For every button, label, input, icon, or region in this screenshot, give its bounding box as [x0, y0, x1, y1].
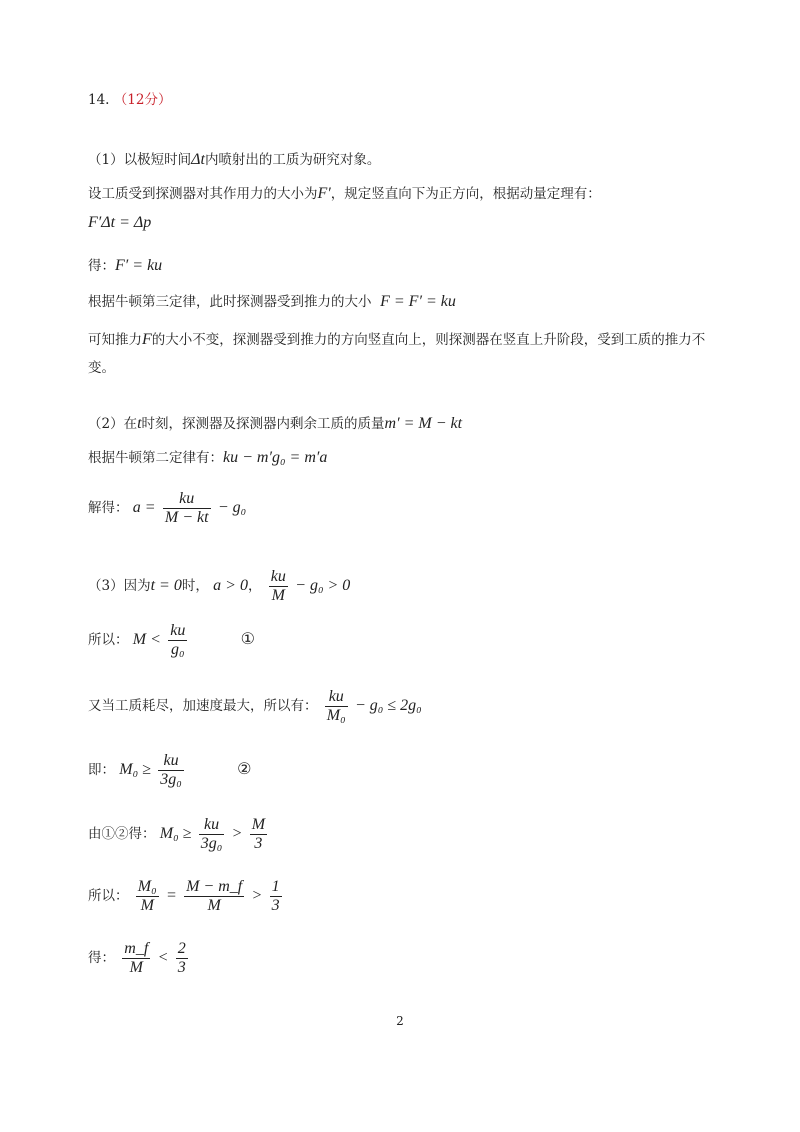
math-tail: − g₀: [217, 499, 247, 516]
numerator: M₀: [137, 878, 157, 895]
text: 所以：: [88, 888, 129, 904]
equation-thrust: F = F′ = ku: [380, 293, 456, 310]
math-f: F: [142, 331, 152, 348]
denominator: 3: [271, 897, 280, 914]
text: 变。: [88, 360, 115, 376]
fraction: [158, 752, 184, 789]
math-tail: − g₀ ≤ 2g₀: [354, 697, 422, 714]
equation-mass: m′ = M − kt: [384, 415, 463, 432]
text: 可知推力: [88, 332, 142, 348]
fraction: [176, 940, 188, 977]
circled-two-mark: ②: [237, 759, 252, 778]
fraction: [168, 622, 187, 659]
fraction: [136, 878, 159, 915]
math-a-eq: a =: [132, 499, 156, 516]
equation-force: F′ = ku: [115, 257, 163, 274]
fraction: [122, 940, 150, 977]
denominator: 3g₀: [160, 771, 182, 788]
math-eq: =: [165, 887, 177, 904]
math-gt: >: [231, 825, 243, 842]
numerator: M: [251, 816, 266, 833]
part2-line2: [88, 446, 327, 467]
text: 所以：: [88, 632, 129, 648]
part3-line3: [88, 688, 422, 725]
math-lt: <: [157, 949, 169, 966]
numerator: ku: [170, 622, 186, 639]
fraction: [270, 878, 282, 915]
text: 内喷射出的工质为研究对象。: [204, 152, 381, 168]
part1-line2: [88, 182, 601, 203]
equation-momentum: F′Δt = Δp: [88, 214, 152, 231]
text: 解得：: [88, 500, 129, 516]
fraction: [325, 688, 348, 725]
fraction: [250, 816, 267, 853]
math-m-lt: M <: [132, 631, 161, 648]
text: 根据牛顿第三定律，此时探测器受到推力的大小: [88, 294, 372, 310]
text: 根据牛顿第二定律有：: [88, 450, 223, 466]
math-t: t: [137, 415, 142, 432]
text: （1）以极短时间: [88, 152, 192, 168]
problem-number: 14.: [88, 92, 110, 108]
part1-eq1: [88, 214, 151, 232]
numerator: 2: [177, 940, 186, 957]
equation-newton2: ku − m′g₀ = m′a: [223, 449, 328, 466]
page-number: 2: [396, 1014, 404, 1028]
text: 由①②得：: [88, 826, 156, 842]
numerator: M − m_f: [186, 878, 243, 895]
part1-line4: [88, 254, 162, 275]
text: 的大小不变，探测器受到推力的方向竖直向上，则探测器在竖直上升阶段，受到工质的推力不: [151, 332, 706, 348]
equation-t0: t = 0: [150, 577, 182, 594]
text: （2）在: [88, 416, 138, 432]
denominator: g₀: [170, 641, 185, 658]
circled-one-mark: ①: [240, 629, 255, 648]
problem-header: [88, 88, 171, 108]
text: （3）因为: [88, 578, 151, 594]
math-m0-ge: M₀ ≥: [119, 761, 151, 778]
numerator: ku: [158, 752, 184, 771]
text: 又当工质耗尽，加速度最大，所以有：: [88, 698, 318, 714]
denominator: M: [207, 897, 221, 914]
denominator: M − kt: [164, 509, 209, 526]
fraction: [269, 568, 288, 605]
math-m0-ge: M₀ ≥: [159, 825, 192, 842]
math-dt: Δt: [191, 151, 205, 168]
numerator: ku: [270, 568, 286, 585]
part3-line1: [88, 568, 350, 605]
part3-line2: [88, 622, 255, 659]
part3-line7: [88, 940, 191, 977]
part1-line7: [88, 356, 115, 376]
text: 得：: [88, 950, 115, 966]
part3-line6: [88, 878, 285, 915]
text: 时刻，探测器及探测器内剩余工质的质量: [141, 416, 385, 432]
math-gt: >: [251, 887, 263, 904]
numerator: ku: [199, 816, 225, 835]
part1-line1: [88, 148, 380, 169]
text: 得：: [88, 258, 115, 274]
part1-line6: [88, 328, 705, 349]
part2-line1: [88, 412, 462, 433]
part3-line4: [88, 752, 251, 789]
text: ，: [247, 578, 262, 594]
fraction: [163, 490, 211, 527]
numerator: ku: [325, 688, 348, 707]
numerator: 1: [271, 878, 280, 895]
denominator: 3: [254, 835, 263, 852]
fraction: [199, 816, 225, 853]
part2-line3: [88, 490, 246, 527]
denominator: M₀: [326, 707, 346, 724]
denominator: M: [129, 959, 143, 976]
denominator: M: [271, 587, 285, 604]
part1-line5: [88, 290, 456, 311]
equation-a-positive: a > 0: [213, 577, 248, 594]
part3-line5: [88, 816, 270, 853]
math-f-prime: F′: [317, 185, 331, 202]
problem-points: （12分）: [113, 92, 172, 108]
denominator: 3: [177, 959, 186, 976]
numerator: m_f: [124, 940, 149, 957]
text: 时，: [181, 578, 209, 594]
denominator: M: [140, 897, 154, 914]
text: ，规定竖直向下为正方向，根据动量定理有：: [330, 186, 601, 202]
text: 设工质受到探测器对其作用力的大小为: [88, 186, 318, 202]
text: 即：: [88, 762, 115, 778]
numerator: ku: [163, 490, 211, 509]
denominator: 3g₀: [200, 835, 223, 852]
fraction: [184, 878, 244, 915]
math-tail: − g₀ > 0: [295, 577, 351, 594]
